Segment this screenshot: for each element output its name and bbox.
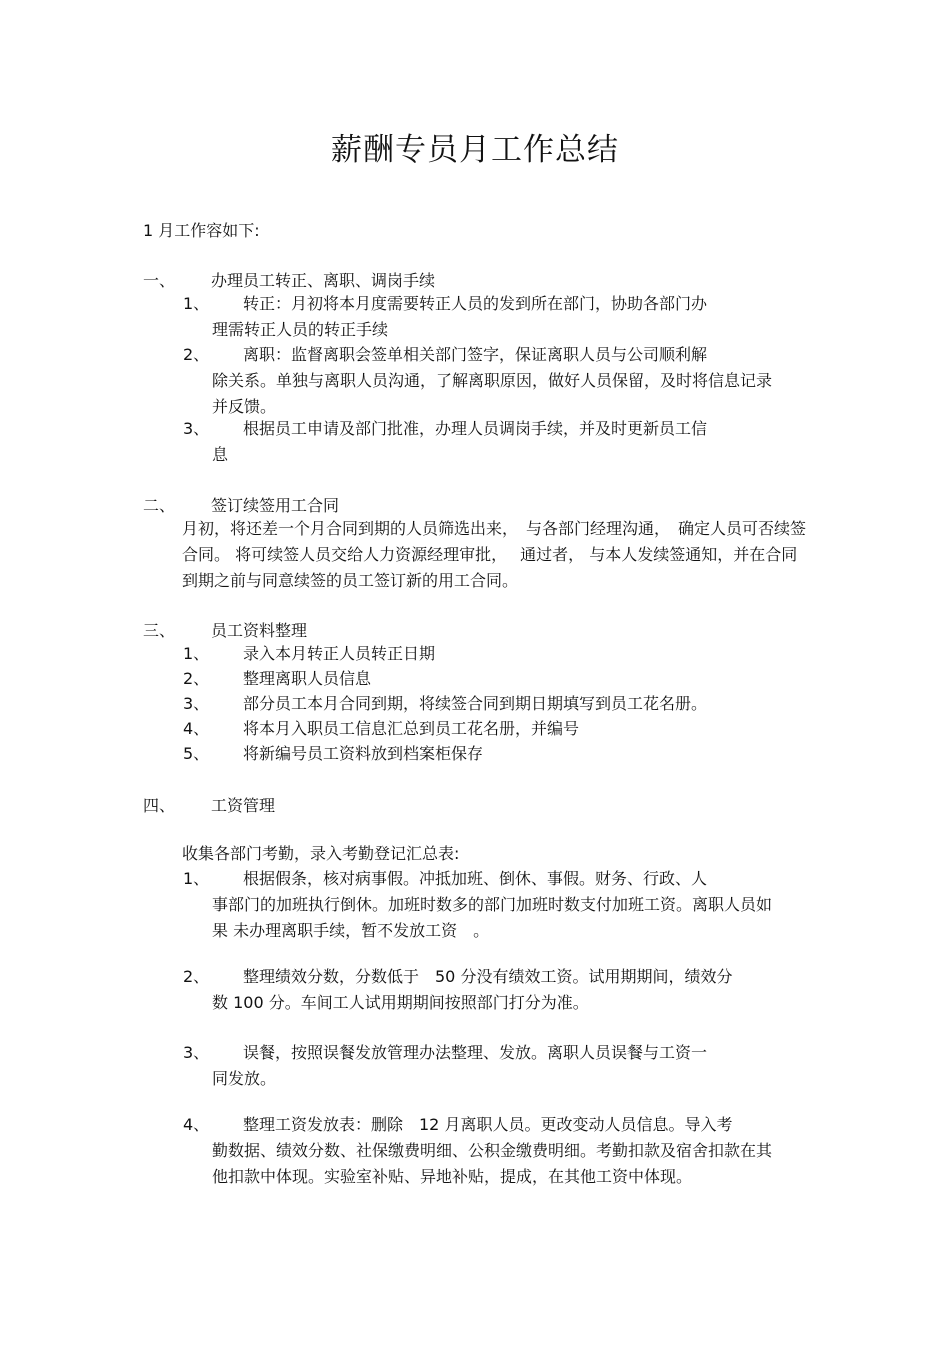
item-number: 3、: [183, 1043, 210, 1062]
item-text: 误餐，按照误餐发放管理办法整理、发放。离职人员误餐与工资一 同发放。: [212, 1043, 708, 1088]
item-text: 离职：监督离职会签单相关部门签字，保证离职人员与公司顺利解 除关系。单独与离职人员沟通，了解离职原因，做好人员保留，及时将信息记录并反馈。: [212, 345, 773, 416]
item-number: 2、: [183, 669, 210, 688]
list-item: [183, 716, 783, 742]
list-item: [183, 416, 783, 468]
item-text: 将新编号员工资料放到档案柜保存: [243, 744, 484, 763]
item-number: 1、: [183, 294, 210, 313]
item-text: 转正：月初将本月度需要转正人员的发到所在部门，协助各部门办 理需转正人员的转正手续: [212, 294, 708, 339]
list-item: [183, 342, 783, 420]
list-item: [183, 1040, 783, 1092]
item-number: 4、: [183, 719, 210, 738]
list-item: [183, 964, 783, 1016]
section-number: 三、: [143, 621, 176, 640]
item-text: 整理工资发放表：删除 12 月离职人员。更改变动人员信息。导入考 勤数据、绩效分数、社保缴费明细、公积金缴费明细。考勤扣款及宿舍扣款在其他扣款中体现。实验室补贴、异地补贴，提成，在其他工资中体现。: [212, 1115, 773, 1186]
section-heading-4: [143, 793, 275, 816]
list-item: [183, 641, 783, 667]
section-title: 办理员工转正、离职、调岗手续: [211, 271, 436, 290]
item-number: 2、: [183, 345, 210, 364]
page-title: 薪酬专员月工作总结: [331, 132, 619, 168]
list-item: [183, 741, 783, 767]
item-number: 4、: [183, 1115, 210, 1134]
list-item: [183, 1112, 783, 1190]
item-number: 1、: [183, 644, 210, 663]
list-item: [183, 866, 783, 944]
item-text: 录入本月转正人员转正日期: [243, 644, 436, 663]
section-lead: 收集各部门考勤，录入考勤登记汇总表:: [182, 844, 460, 863]
list-item: [183, 691, 783, 717]
item-text: 整理离职人员信息: [243, 669, 372, 688]
item-number: 5、: [183, 744, 210, 763]
item-number: 2、: [183, 967, 210, 986]
item-text: 整理绩效分数，分数低于 50 分没有绩效工资。试用期期间，绩效分 数 100 分。车间工人试用期期间按照部门打分为准。: [212, 967, 733, 1012]
section-paragraph: 月初，将还差一个月合同到期的人员筛选出来， 与各部门经理沟通， 确定人员可否续签合同。 将可续签人员交给人力资源经理审批， 通过者， 与本人发续签通知，并在合同到期之前与同意续签的员工签订新的用工合同。: [182, 519, 807, 590]
item-text: 根据假条，核对病事假。冲抵加班、倒休、事假。财务、行政、人 事部门的加班执行倒休。加班时数多的部门加班时数支付加班工资。离职人员如果 未办理离职手续，暂不发放工资 。: [212, 869, 773, 940]
section-heading-3: [143, 618, 307, 641]
intro-line: 1 月工作容如下:: [143, 221, 260, 240]
section-heading-2: [143, 493, 339, 516]
item-text: 将本月入职员工信息汇总到员工花名册，并编号: [243, 719, 580, 738]
item-number: 1、: [183, 869, 210, 888]
section-number: 二、: [143, 496, 176, 515]
list-item: [183, 666, 783, 692]
item-text: 根据员工申请及部门批准，办理人员调岗手续，并及时更新员工信 息: [212, 419, 708, 464]
section-number: 一、: [143, 271, 176, 290]
section-title: 签订续签用工合同: [211, 496, 340, 515]
item-text: 部分员工本月合同到期，将续签合同到期日期填写到员工花名册。: [243, 694, 708, 713]
section-heading-1: [143, 268, 435, 291]
section-title: 员工资料整理: [211, 621, 308, 640]
section-number: 四、: [143, 796, 176, 815]
list-item: [183, 291, 783, 343]
item-number: 3、: [183, 419, 210, 438]
section-title: 工资管理: [211, 796, 276, 815]
item-number: 3、: [183, 694, 210, 713]
